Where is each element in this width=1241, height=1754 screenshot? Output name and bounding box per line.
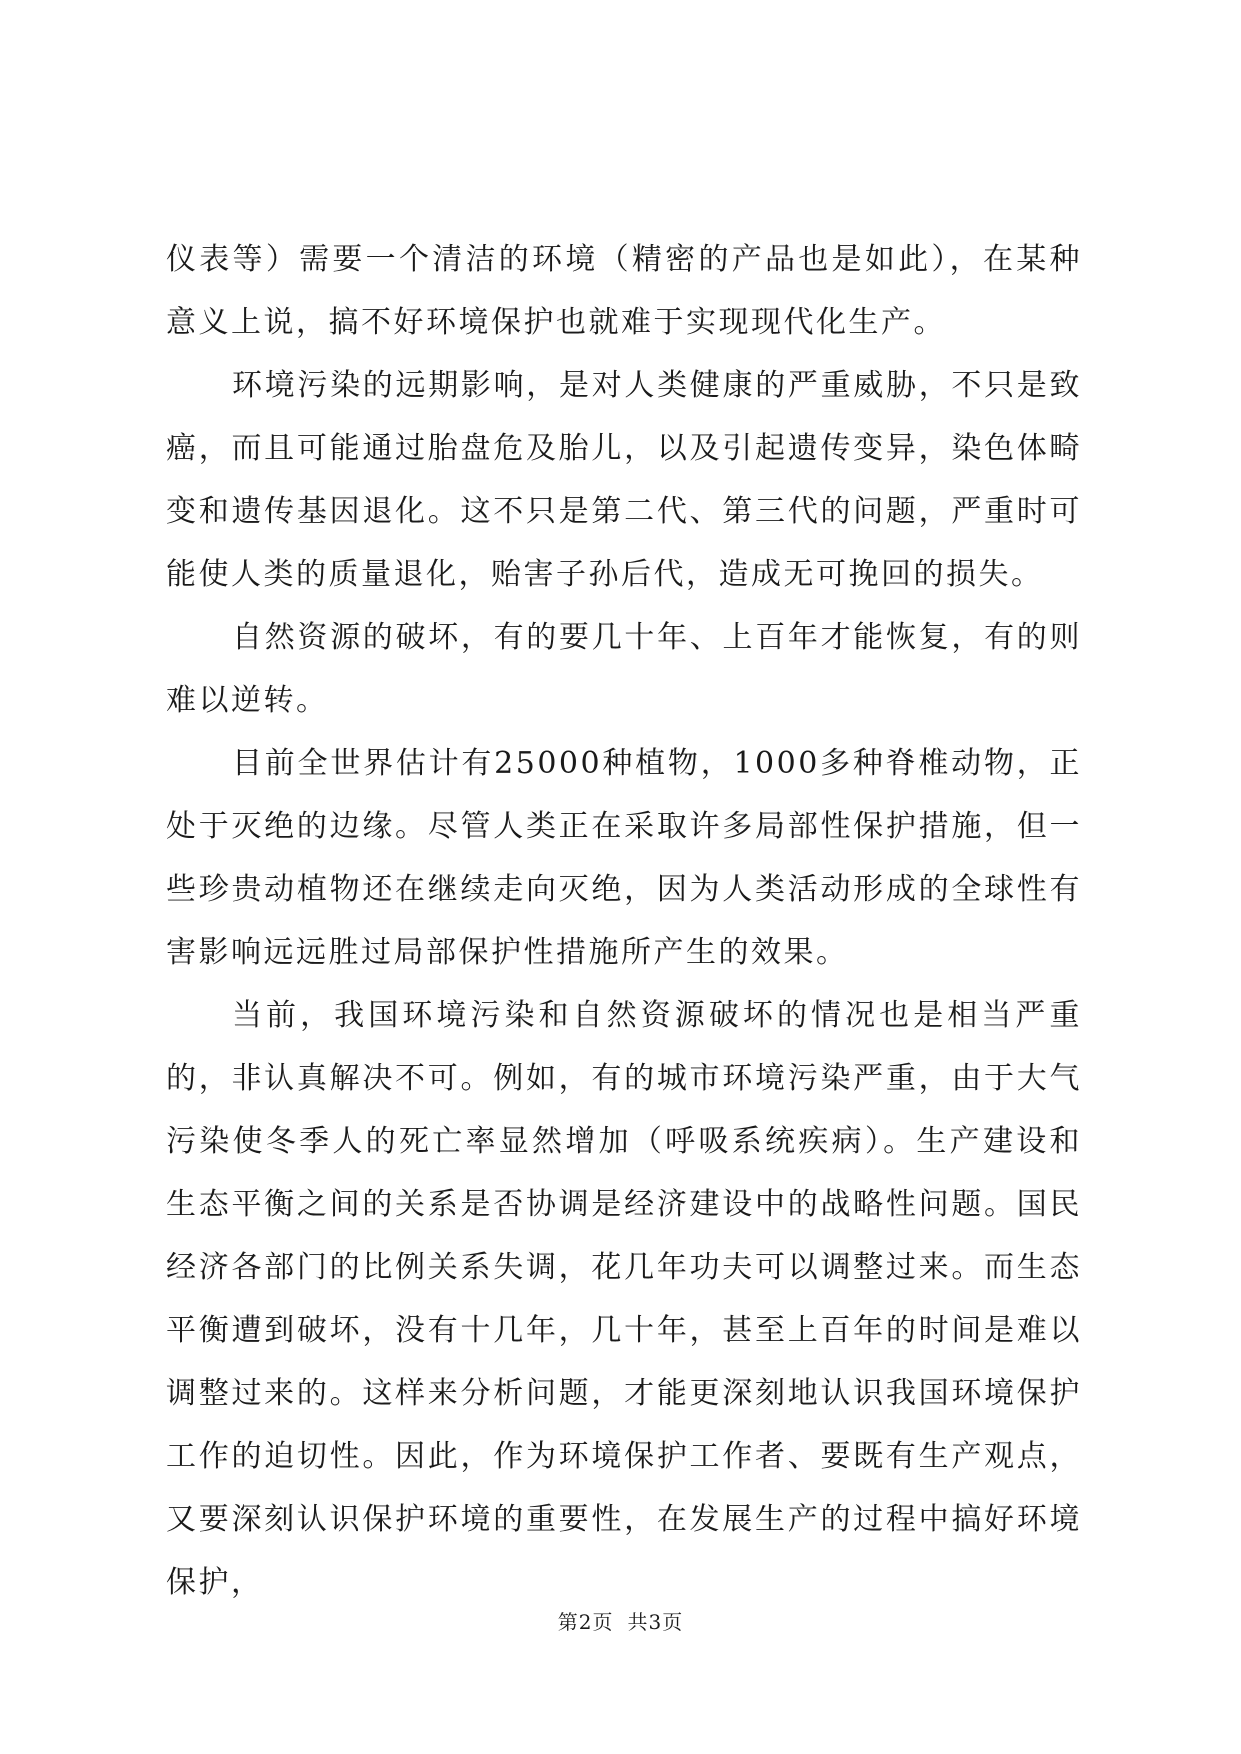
page-number: 第2页 xyxy=(557,1610,614,1634)
paragraph-1: 仪表等）需要一个清洁的环境（精密的产品也是如此），在某种意义上说，搞不好环境保护也就难于实现现代化生产。 xyxy=(166,242,1082,340)
page-total: 共3页 xyxy=(627,1610,684,1634)
page-footer xyxy=(0,1606,1241,1635)
paragraph-4: 目前全世界估计有25000种植物，1000多种脊椎动物，正处于灭绝的边缘。尽管人类正在采取许多局部性保护措施，但一些珍贵动植物还在继续走向灭绝，因为人类活动形成的全球性有害影响远远胜过局部保护性措施所产生的效果。 xyxy=(166,746,1082,970)
paragraph-5: 当前，我国环境污染和自然资源破坏的情况也是相当严重的，非认真解决不可。例如，有的城市环境污染严重，由于大气污染使冬季人的死亡率显然增加（呼吸系统疾病）。生产建设和生态平衡之间的关系是否协调是经济建设中的战略性问题。国民经济各部门的比例关系失调，花几年功夫可以调整过来。而生态平衡遭到破坏，没有十几年，几十年，甚至上百年的时间是难以调整过来的。这样来分析问题，才能更深刻地认识我国环境保护工作的迫切性。因此，作为环境保护工作者、要既有生产观点，又要深刻认识保护环境的重要性，在发展生产的过程中搞好环境保护， xyxy=(166,998,1082,1600)
paragraph-2: 环境污染的远期影响，是对人类健康的严重威胁，不只是致癌，而且可能通过胎盘危及胎儿，以及引起遗传变异，染色体畸变和遗传基因退化。这不只是第二代、第三代的问题，严重时可能使人类的质量退化，贻害子孙后代，造成无可挽回的损失。 xyxy=(166,368,1082,592)
paragraph-3: 自然资源的破坏，有的要几十年、上百年才能恢复，有的则难以逆转。 xyxy=(166,620,1082,718)
document-body xyxy=(166,228,1082,1614)
